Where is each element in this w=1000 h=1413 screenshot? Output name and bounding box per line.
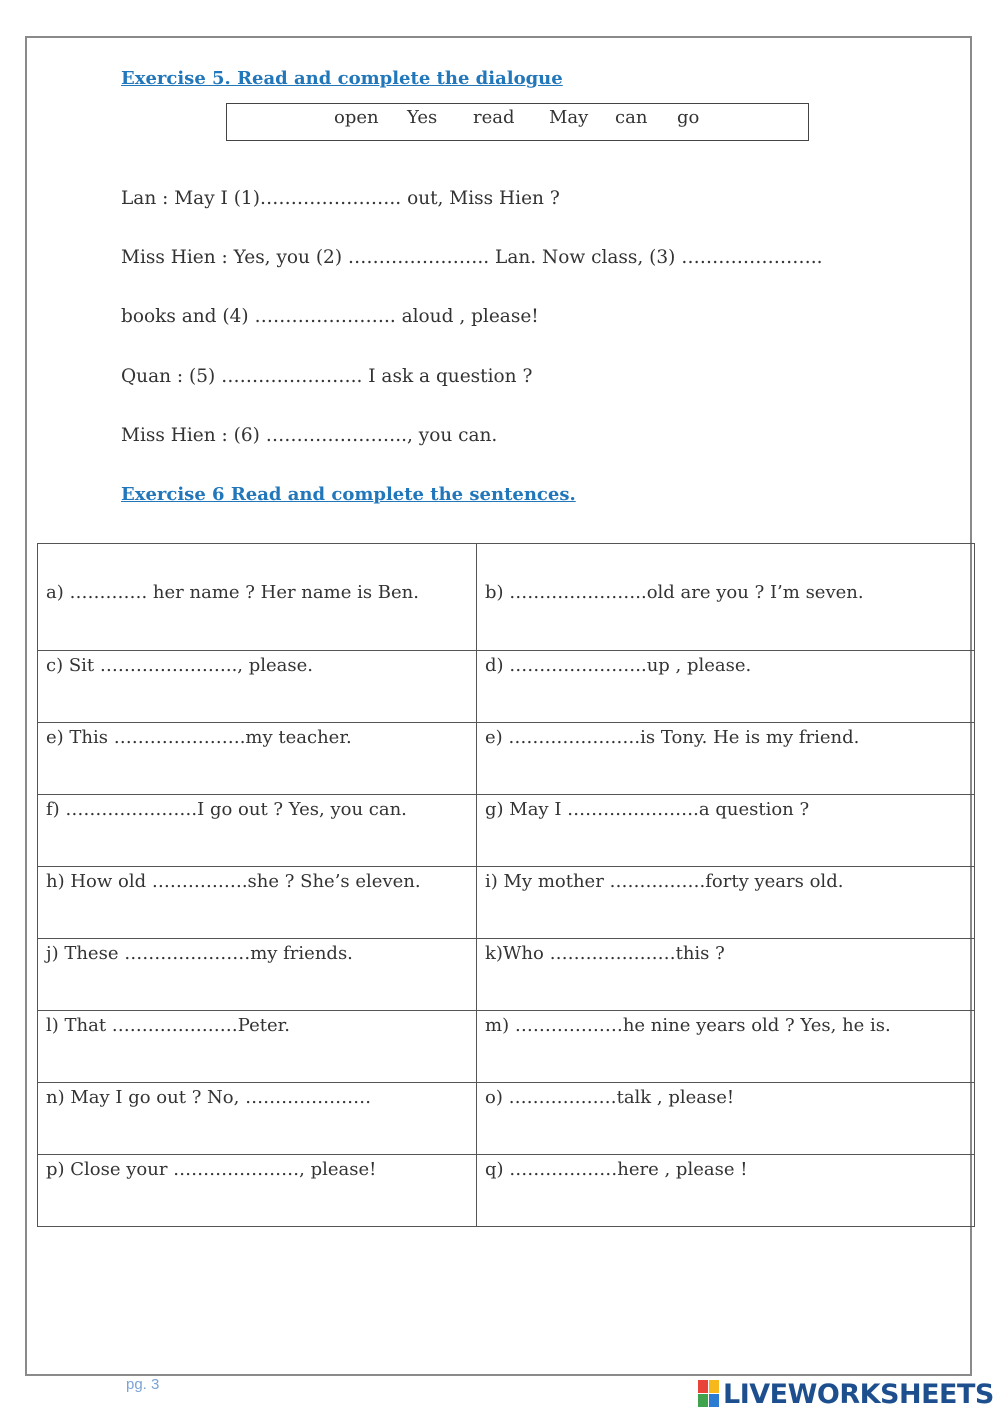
- table-row: [38, 1083, 975, 1155]
- sentence-cell[interactable]: i) My mother …………….forty years old.: [477, 867, 975, 939]
- dialogue-line: Quan : (5) ………………….. I ask a question ?: [121, 366, 533, 387]
- table-row: [38, 651, 975, 723]
- dialogue-line: books and (4) ………………….. aloud , please!: [121, 306, 539, 327]
- exercise-6-title: Exercise 6 Read and complete the sentences.: [121, 484, 576, 505]
- word-bank-item[interactable]: can: [615, 107, 648, 128]
- word-bank-item[interactable]: read: [473, 107, 515, 128]
- table-row: [38, 867, 975, 939]
- sentence-cell[interactable]: o) ………………talk , please!: [477, 1083, 975, 1155]
- sentence-cell[interactable]: e) ………………….is Tony. He is my friend.: [477, 723, 975, 795]
- sentence-cell[interactable]: a) …………. her name ? Her name is Ben.: [38, 544, 477, 651]
- word-bank: [226, 103, 809, 141]
- sentence-cell[interactable]: e) This ………………….my teacher.: [38, 723, 477, 795]
- sentence-cell[interactable]: n) May I go out ? No, …………………: [38, 1083, 477, 1155]
- sentence-cell[interactable]: c) Sit ………………….., please.: [38, 651, 477, 723]
- sentence-cell[interactable]: h) How old …………….she ? She’s eleven.: [38, 867, 477, 939]
- sentence-cell[interactable]: b) …………………..old are you ? I’m seven.: [477, 544, 975, 651]
- sentence-cell[interactable]: p) Close your …………………, please!: [38, 1155, 477, 1227]
- word-bank-item[interactable]: May: [549, 107, 589, 128]
- table-row: [38, 723, 975, 795]
- sentences-table: [37, 543, 975, 1227]
- exercise-5-title: Exercise 5. Read and complete the dialogue: [121, 68, 563, 89]
- sentence-cell[interactable]: f) ………………….I go out ? Yes, you can.: [38, 795, 477, 867]
- word-bank-item[interactable]: open: [334, 107, 379, 128]
- sentence-cell[interactable]: j) These …………………my friends.: [38, 939, 477, 1011]
- table-row: [38, 1155, 975, 1227]
- table-row: [38, 544, 975, 651]
- sentence-cell[interactable]: l) That …………………Peter.: [38, 1011, 477, 1083]
- table-row: [38, 795, 975, 867]
- dialogue-line: Miss Hien : (6) ………………….., you can.: [121, 425, 498, 446]
- sentence-cell[interactable]: q) ………………here , please !: [477, 1155, 975, 1227]
- word-bank-item[interactable]: Yes: [407, 107, 438, 128]
- dialogue-line: Lan : May I (1)………………….. out, Miss Hien ?: [121, 188, 560, 209]
- sentence-cell[interactable]: d) …………………..up , please.: [477, 651, 975, 723]
- dialogue-line: Miss Hien : Yes, you (2) ………………….. Lan. Now class, (3) …………………..: [121, 247, 823, 268]
- sentence-cell[interactable]: k)Who …………………this ?: [477, 939, 975, 1011]
- table-row: [38, 939, 975, 1011]
- word-bank-item[interactable]: go: [677, 107, 700, 128]
- liveworksheets-icon: [698, 1380, 720, 1408]
- table-row: [38, 1011, 975, 1083]
- liveworksheets-logo[interactable]: [698, 1378, 994, 1410]
- sentence-cell[interactable]: m) ………………he nine years old ? Yes, he is.: [477, 1011, 975, 1083]
- page-number: pg. 3: [126, 1376, 160, 1393]
- sentence-cell[interactable]: g) May I ………………….a question ?: [477, 795, 975, 867]
- liveworksheets-wordmark: LIVEWORKSHEETS: [723, 1378, 994, 1410]
